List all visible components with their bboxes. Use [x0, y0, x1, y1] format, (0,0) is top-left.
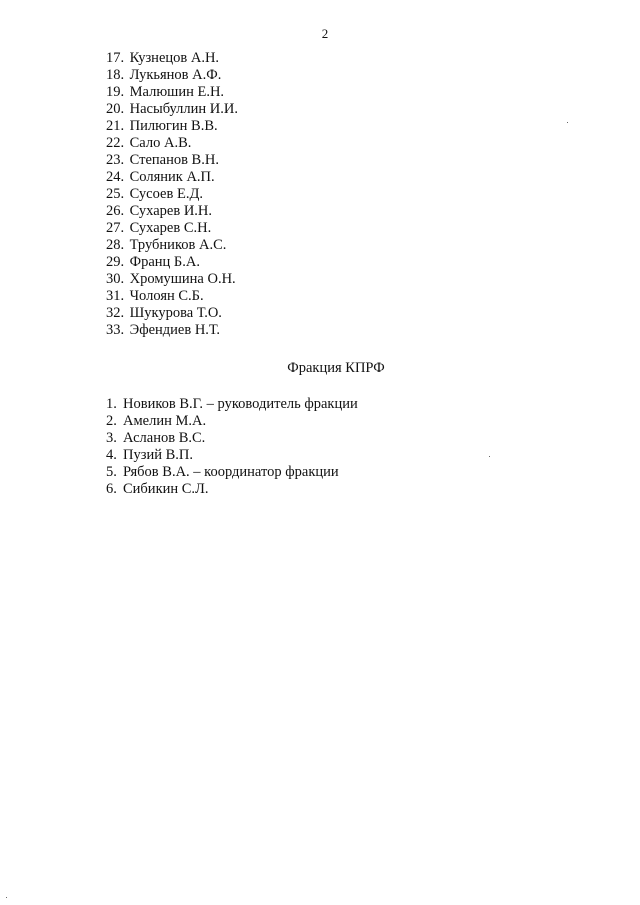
list-item [106, 288, 238, 305]
item-number: 32. [106, 305, 125, 321]
kprf-members-list [106, 396, 358, 498]
members-list-continued [106, 50, 238, 339]
item-number: 24. [106, 169, 125, 185]
item-number: 28. [106, 237, 125, 253]
member-name: Сало А.В. [129, 135, 192, 151]
member-name: Хромушина О.Н. [129, 271, 236, 287]
list-item [106, 430, 358, 447]
item-number: 5. [106, 464, 117, 480]
member-name: Сухарев С.Н. [129, 220, 212, 236]
member-name: Новиков В.Г. – руководитель фракции [123, 396, 358, 412]
member-name: Сухарев И.Н. [129, 203, 213, 219]
member-name: Рябов В.А. – координатор фракции [123, 464, 339, 480]
list-item [106, 67, 238, 84]
member-name: Эфендиев Н.Т. [129, 322, 220, 338]
list-item [106, 101, 238, 118]
list-item [106, 447, 358, 464]
list-item [106, 152, 238, 169]
list-item [106, 413, 358, 430]
item-number: 22. [106, 135, 125, 151]
list-item [106, 169, 238, 186]
item-number: 31. [106, 288, 125, 304]
section-title-kprf: Фракция КПРФ [287, 360, 385, 376]
member-name: Асланов В.С. [123, 430, 206, 446]
item-number: 17. [106, 50, 125, 66]
member-name: Пилюгин В.В. [129, 118, 218, 134]
list-item [106, 464, 358, 481]
list-item [106, 271, 238, 288]
member-name: Лукьянов А.Ф. [129, 67, 222, 83]
member-name: Сибикин С.Л. [123, 481, 209, 497]
member-name: Насыбуллин И.И. [129, 101, 238, 117]
list-item [106, 118, 238, 135]
list-item [106, 50, 238, 67]
page-number: 2 [321, 26, 329, 41]
list-item [106, 322, 238, 339]
item-number: 26. [106, 203, 125, 219]
member-name: Трубников А.С. [129, 237, 227, 253]
list-item [106, 481, 358, 498]
item-number: 3. [106, 430, 117, 446]
item-number: 30. [106, 271, 125, 287]
list-item [106, 305, 238, 322]
list-item [106, 220, 238, 237]
item-number: 18. [106, 67, 125, 83]
scan-speck [567, 122, 568, 123]
member-name: Кузнецов А.Н. [129, 50, 220, 66]
list-item [106, 203, 238, 220]
item-number: 27. [106, 220, 125, 236]
list-item [106, 396, 358, 413]
list-item [106, 135, 238, 152]
member-name: Степанов В.Н. [129, 152, 219, 168]
scan-speck [489, 456, 490, 457]
member-name: Сусоев Е.Д. [129, 186, 203, 202]
member-name: Чолоян С.Б. [129, 288, 204, 304]
item-number: 4. [106, 447, 117, 463]
member-name: Соляник А.П. [129, 169, 215, 185]
item-number: 6. [106, 481, 117, 497]
item-number: 23. [106, 152, 125, 168]
member-name: Франц Б.А. [129, 254, 200, 270]
member-name: Пузий В.П. [123, 447, 193, 463]
item-number: 20. [106, 101, 125, 117]
item-number: 29. [106, 254, 125, 270]
item-number: 33. [106, 322, 125, 338]
list-item [106, 237, 238, 254]
list-item [106, 84, 238, 101]
list-item [106, 186, 238, 203]
item-number: 25. [106, 186, 125, 202]
item-number: 1. [106, 396, 117, 412]
item-number: 2. [106, 413, 117, 429]
member-name: Амелин М.А. [123, 413, 207, 429]
item-number: 19. [106, 84, 125, 100]
scan-speck [6, 897, 7, 898]
member-name: Шукурова Т.О. [129, 305, 222, 321]
item-number: 21. [106, 118, 125, 134]
member-name: Малюшин Е.Н. [129, 84, 225, 100]
list-item [106, 254, 238, 271]
